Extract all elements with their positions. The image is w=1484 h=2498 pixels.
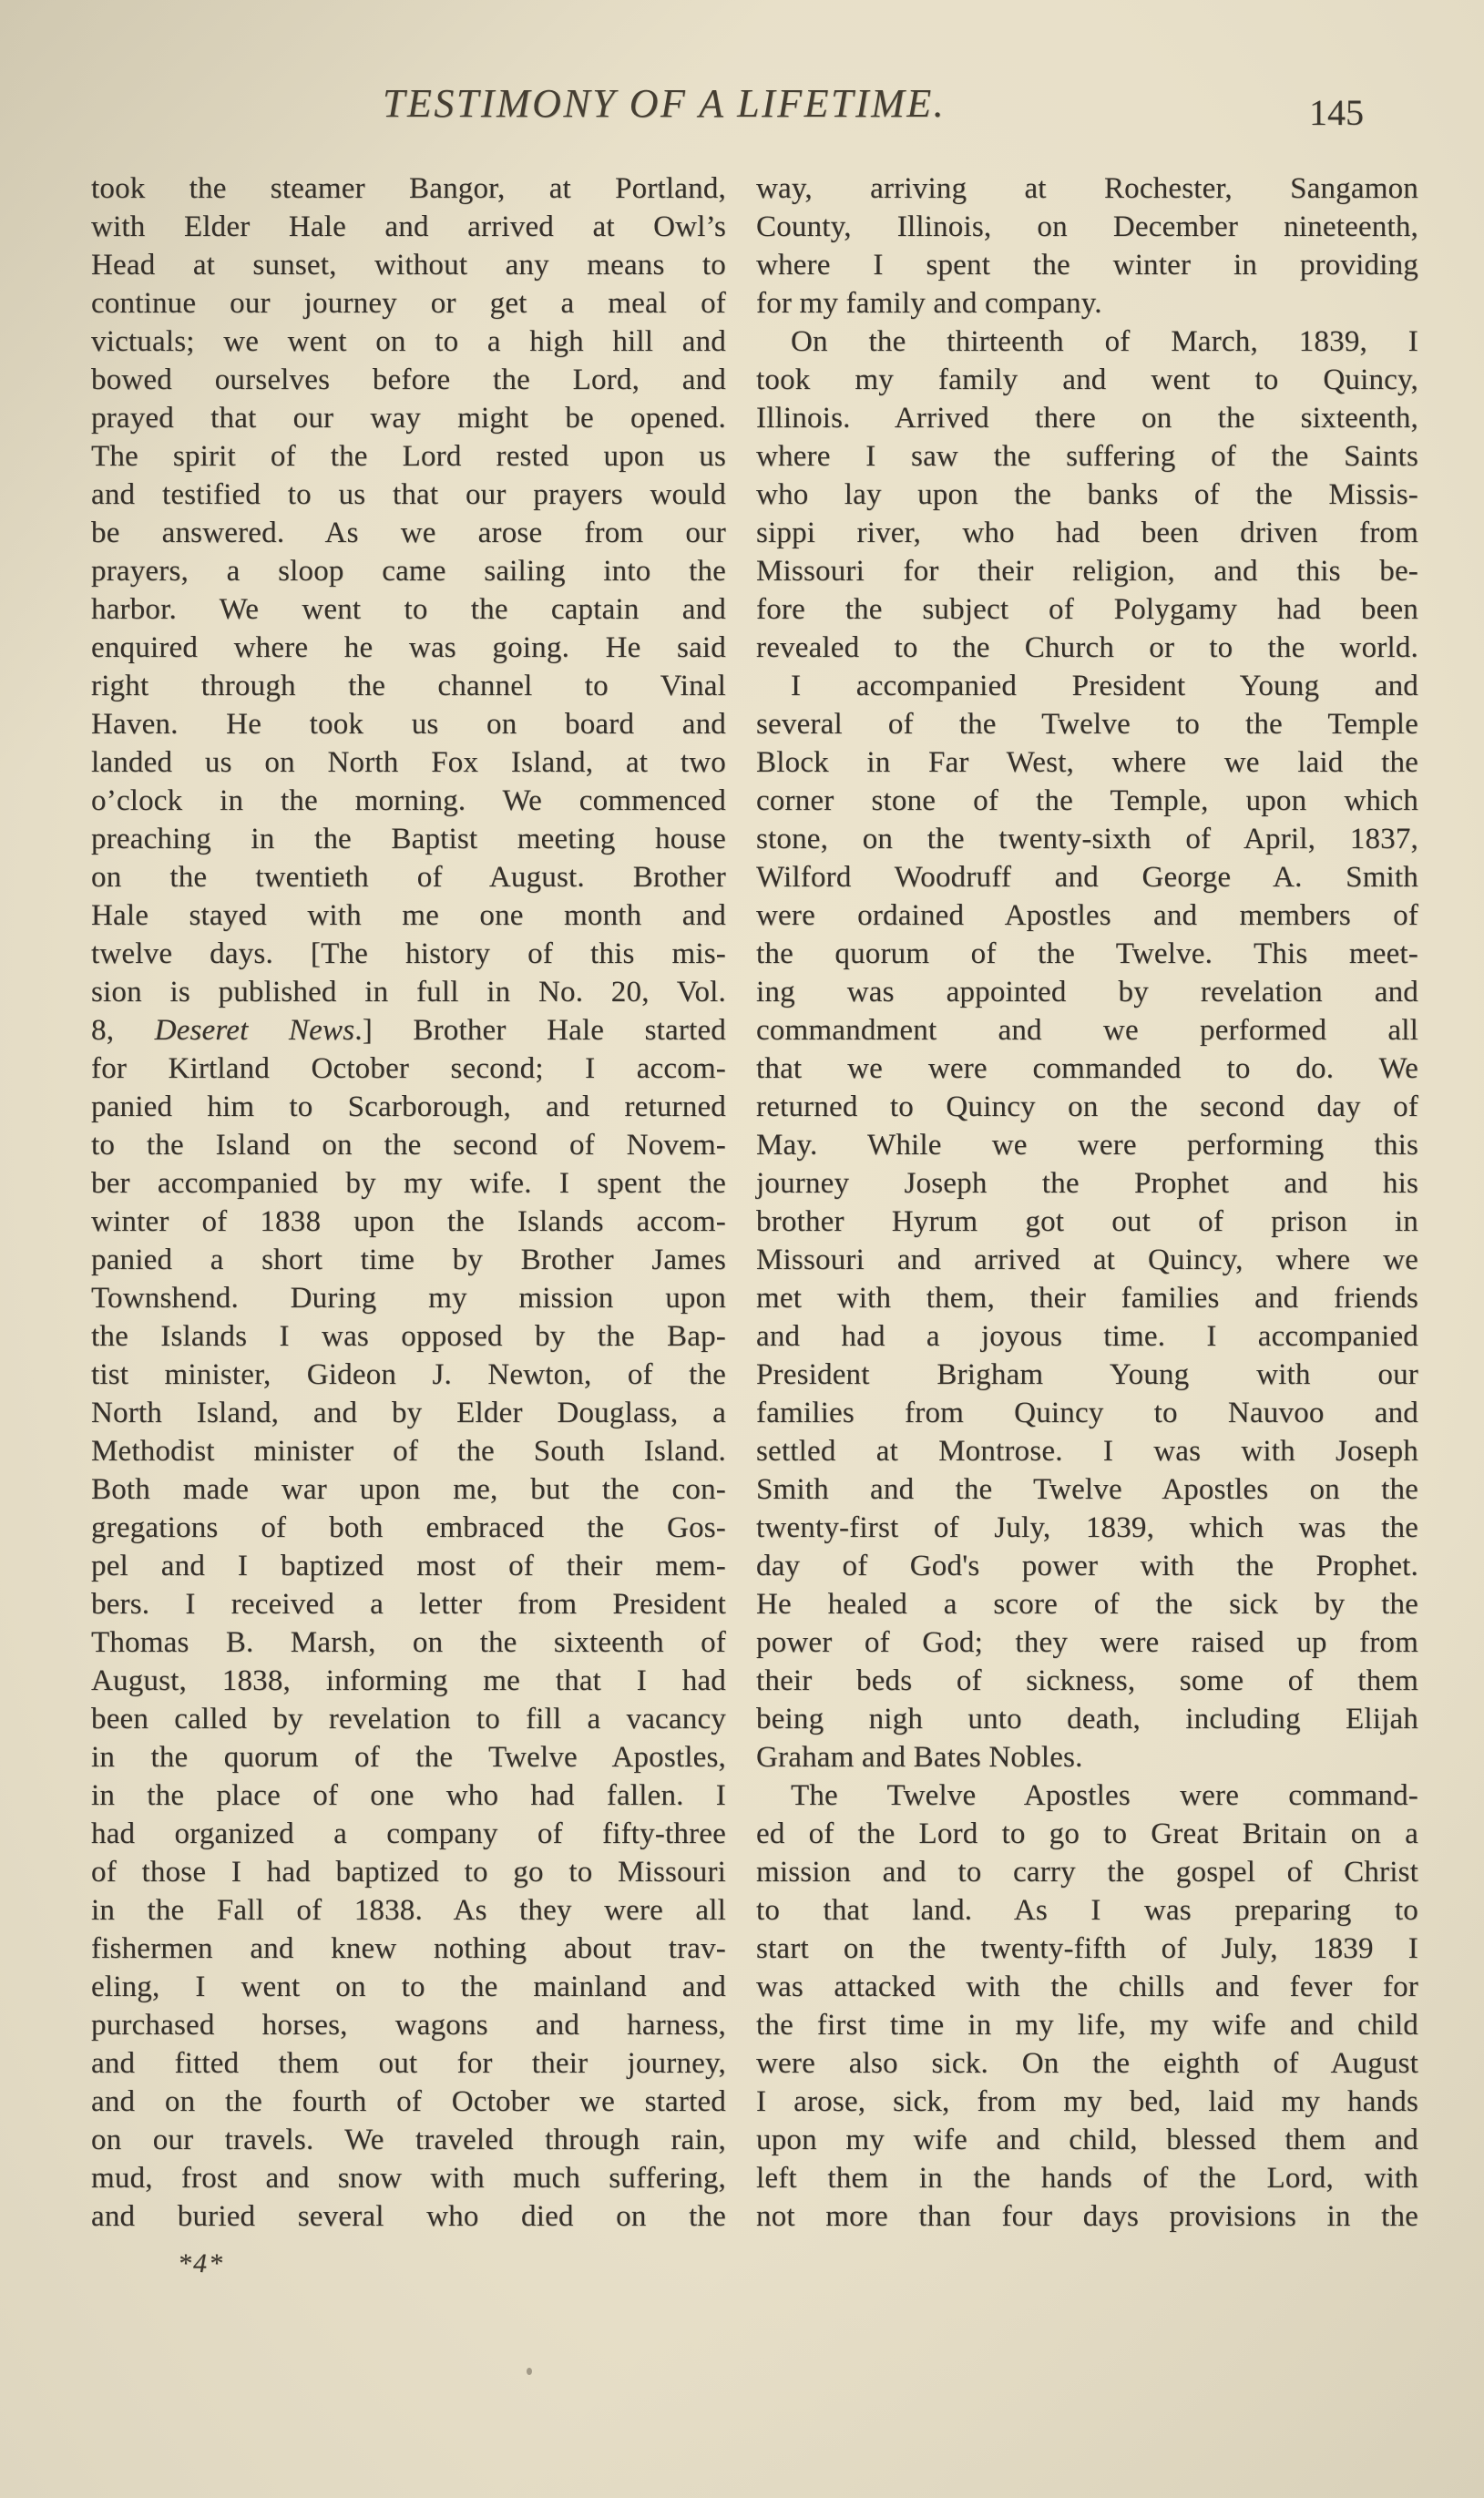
text-line: several of the Twelve to the Temple (756, 708, 1418, 741)
text-line: harbor. We went to the captain and (91, 593, 726, 626)
text-line: in the place of one who had fallen. I (91, 1779, 726, 1812)
text-line: Methodist minister of the South Island. (91, 1435, 726, 1468)
text-line: The spirit of the Lord rested upon us (91, 440, 726, 473)
text-line: start on the twenty-fifth of July, 1839 I (756, 1932, 1418, 1965)
text-line: the quorum of the Twelve. This meet- (756, 937, 1418, 970)
text-line: He healed a score of the sick by the (756, 1588, 1418, 1621)
text-line: the first time in my life, my wife and child (756, 2009, 1418, 2042)
text-line: Wilford Woodruff and George A. Smith (756, 861, 1418, 894)
text-line: on the twentieth of August. Brother (91, 861, 726, 894)
text-line: the Islands I was opposed by the Bap- (91, 1320, 726, 1353)
text-line: preaching in the Baptist meeting house (91, 823, 726, 855)
text-line: to the Island on the second of Novem- (91, 1129, 726, 1162)
text-line: where I saw the suffering of the Saints (756, 440, 1418, 473)
text-line: for Kirtland October second; I accom- (91, 1052, 726, 1085)
page-number: 145 (1309, 92, 1364, 133)
left-text-column (91, 169, 726, 2236)
text-line: with Elder Hale and arrived at Owl’s (91, 210, 726, 243)
text-line: revealed to the Church or to the world. (756, 631, 1418, 664)
text-line: and on the fourth of October we started (91, 2085, 726, 2118)
text-line: sippi river, who had been driven from (756, 517, 1418, 549)
right-text-column (756, 169, 1418, 2236)
text-line: and testified to us that our prayers would (91, 478, 726, 511)
text-line: Both made war upon me, but the con- (91, 1473, 726, 1506)
text-line: President Brigham Young with our (756, 1358, 1418, 1391)
text-line: ing was appointed by revelation and (756, 976, 1418, 1008)
text-line: tist minister, Gideon J. Newton, of the (91, 1358, 726, 1391)
text-line: not more than four days provisions in the (756, 2200, 1418, 2233)
text-line: took the steamer Bangor, at Portland, (91, 172, 726, 205)
text-line: fore the subject of Polygamy had been (756, 593, 1418, 626)
text-line: Block in Far West, where we laid the (756, 746, 1418, 779)
text-line: who lay upon the banks of the Missis- (756, 478, 1418, 511)
text-line: returned to Quincy on the second day of (756, 1090, 1418, 1123)
text-line: in the Fall of 1838. As they were all (91, 1894, 726, 1927)
text-line: Graham and Bates Nobles. (756, 1741, 1083, 1774)
text-line: I arose, sick, from my bed, laid my hands (756, 2085, 1418, 2118)
text-line: where I spent the winter in providing (756, 249, 1418, 282)
text-line: panied a short time by Brother James (91, 1244, 726, 1276)
text-line: landed us on North Fox Island, at two (91, 746, 726, 779)
text-line: and had a joyous time. I accompanied (756, 1320, 1418, 1353)
text-line: gregations of both embraced the Gos- (91, 1511, 726, 1544)
text-line: eling, I went on to the mainland and (91, 1971, 726, 2003)
text-line: day of God's power with the Prophet. (756, 1550, 1418, 1582)
text-line: The Twelve Apostles were command- (791, 1779, 1418, 1812)
text-line: in the quorum of the Twelve Apostles, (91, 1741, 726, 1774)
text-line: August, 1838, informing me that I had (91, 1664, 726, 1697)
text-line: twenty-first of July, 1839, which was the (756, 1511, 1418, 1544)
text-line: took my family and went to Quincy, (756, 363, 1418, 396)
text-line: Missouri for their religion, and this be- (756, 555, 1418, 588)
text-line: on our travels. We traveled through rain, (91, 2124, 726, 2156)
text-line: ber accompanied by my wife. I spent the (91, 1167, 726, 1200)
text-line: their beds of sickness, some of them (756, 1664, 1418, 1697)
text-line: to that land. As I was preparing to (756, 1894, 1418, 1927)
text-line: ed of the Lord to go to Great Britain on a (756, 1817, 1418, 1850)
text-line: commandment and we performed all (756, 1014, 1418, 1047)
text-line: May. While we were performing this (756, 1129, 1418, 1162)
text-line: Missouri and arrived at Quincy, where we (756, 1244, 1418, 1276)
text-line: power of God; they were raised up from (756, 1626, 1418, 1659)
text-line: pel and I baptized most of their mem- (91, 1550, 726, 1582)
text-line: 8, Deseret News.] Brother Hale started (91, 1014, 727, 1047)
text-line: been called by revelation to fill a vacancy (91, 1703, 726, 1735)
text-line: fishermen and knew nothing about trav- (91, 1932, 726, 1965)
text-line: On the thirteenth of March, 1839, I (791, 325, 1418, 358)
text-line: Haven. He took us on board and (91, 708, 726, 741)
text-line: Townshend. During my mission upon (91, 1282, 726, 1315)
text-line: had organized a company of fifty-three (91, 1817, 726, 1850)
ink-speck (527, 2368, 532, 2375)
text-line: that we were commanded to do. We (756, 1052, 1418, 1085)
text-line: mud, frost and snow with much suffering, (91, 2162, 726, 2195)
text-line: be answered. As we arose from our (91, 517, 726, 549)
text-columns (91, 169, 1418, 2236)
text-line: way, arriving at Rochester, Sangamon (756, 172, 1418, 205)
text-line: for my family and company. (756, 287, 1102, 320)
text-line: of those I had baptized to go to Missouri (91, 1856, 726, 1889)
text-line: prayed that our way might be opened. (91, 402, 726, 435)
text-line: met with them, their families and friends (756, 1282, 1418, 1315)
page-title: TESTIMONY OF A LIFETIME. (383, 81, 947, 126)
text-line: and buried several who died on the (91, 2200, 726, 2233)
text-line: prayers, a sloop came sailing into the (91, 555, 726, 588)
text-line: continue our journey or get a meal of (91, 287, 726, 320)
text-line: upon my wife and child, blessed them and (756, 2124, 1418, 2156)
text-line: settled at Montrose. I was with Joseph (756, 1435, 1418, 1468)
text-line: Smith and the Twelve Apostles on the (756, 1473, 1418, 1506)
text-line: left them in the hands of the Lord, with (756, 2162, 1418, 2195)
text-line: twelve days. [The history of this mis- (91, 937, 726, 970)
text-line: families from Quincy to Nauvoo and (756, 1397, 1418, 1429)
text-line: North Island, and by Elder Douglass, a (91, 1397, 726, 1429)
text-line: Thomas B. Marsh, on the sixteenth of (91, 1626, 726, 1659)
text-line: Head at sunset, without any means to (91, 249, 726, 282)
text-line: corner stone of the Temple, upon which (756, 784, 1418, 817)
text-line: sion is published in full in No. 20, Vol. (91, 976, 726, 1008)
text-line: were also sick. On the eighth of August (756, 2047, 1418, 2080)
text-line: right through the channel to Vinal (91, 670, 726, 702)
text-line: were ordained Apostles and members of (756, 899, 1418, 932)
text-line: bers. I received a letter from President (91, 1588, 726, 1621)
text-line: panied him to Scarborough, and returned (91, 1090, 726, 1123)
text-line: Hale stayed with me one month and (91, 899, 726, 932)
printer-signature-mark: *4* (178, 2248, 224, 2278)
text-line: victuals; we went on to a high hill and (91, 325, 726, 358)
text-line: I accompanied President Young and (791, 670, 1418, 702)
text-line: stone, on the twenty-sixth of April, 1837, (756, 823, 1418, 855)
text-line: purchased horses, wagons and harness, (91, 2009, 726, 2042)
text-line: journey Joseph the Prophet and his (756, 1167, 1418, 1200)
text-line: o’clock in the morning. We commenced (91, 784, 726, 817)
text-line: bowed ourselves before the Lord, and (91, 363, 726, 396)
text-line: and fitted them out for their journey, (91, 2047, 726, 2080)
text-line: Illinois. Arrived there on the sixteenth, (756, 402, 1418, 435)
text-line: being nigh unto death, including Elijah (756, 1703, 1418, 1735)
text-line: winter of 1838 upon the Islands accom- (91, 1205, 726, 1238)
text-line: mission and to carry the gospel of Christ (756, 1856, 1418, 1889)
text-line: enquired where he was going. He said (91, 631, 726, 664)
text-line: County, Illinois, on December nineteenth, (756, 210, 1418, 243)
text-line: brother Hyrum got out of prison in (756, 1205, 1418, 1238)
text-line: was attacked with the chills and fever for (756, 1971, 1418, 2003)
